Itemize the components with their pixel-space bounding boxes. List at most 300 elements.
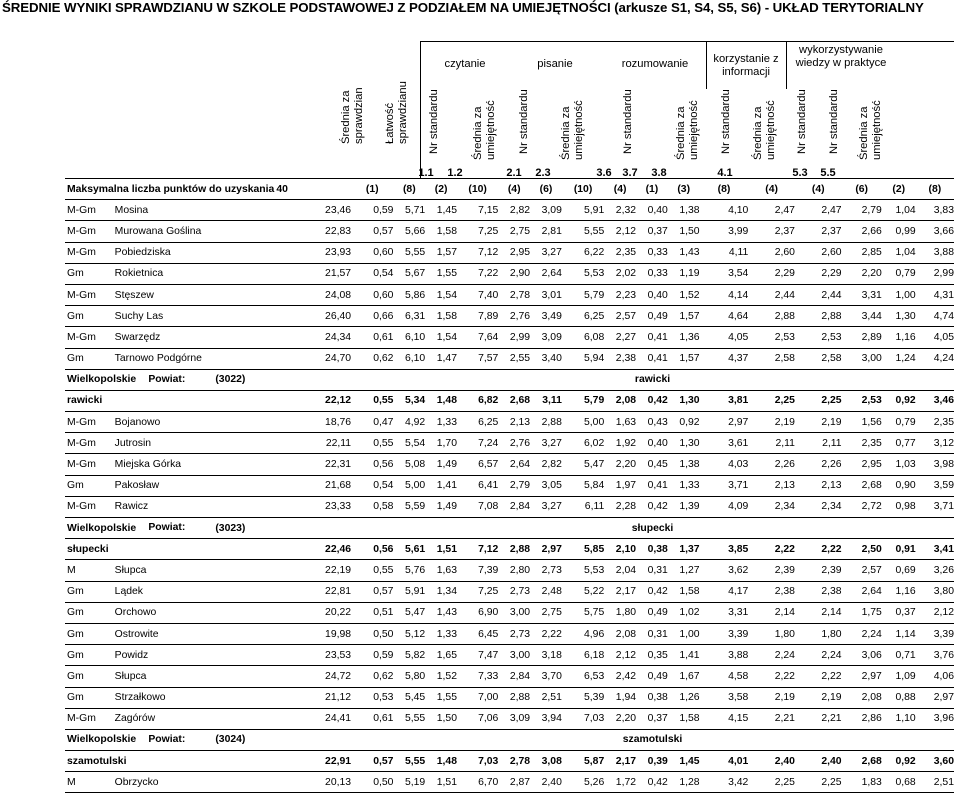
cell-value: 2,42 <box>604 666 636 687</box>
cell-value: 2,80 <box>498 560 530 581</box>
cell-value: 7,00 <box>457 687 498 708</box>
cell-value: 1,09 <box>882 666 916 687</box>
cell-value: 19,98 <box>213 623 351 644</box>
cell-value: 0,61 <box>351 327 393 348</box>
cell-value: 2,27 <box>604 327 636 348</box>
cell-value: 7,25 <box>457 221 498 242</box>
cell-value: 0,62 <box>351 348 393 369</box>
cell-value: 0,56 <box>351 454 393 475</box>
cell-value: 2,97 <box>842 666 882 687</box>
powiat-woj: Wielkopolskie <box>65 518 113 539</box>
cell-value: (8) <box>700 179 749 200</box>
cell-value: 4,01 <box>700 751 749 772</box>
cell-value: 1,00 <box>882 284 916 305</box>
cell-value: 22,19 <box>213 560 351 581</box>
cell-name: Ostrowite <box>113 623 214 644</box>
header-nr-1: Nr standardu <box>428 89 440 154</box>
cell-value: 7,39 <box>457 560 498 581</box>
cell-value: 4,11 <box>700 242 749 263</box>
cell-value: 22,12 <box>213 390 351 411</box>
cell-value: 4,06 <box>916 666 954 687</box>
cell-name: Zagórów <box>113 708 214 729</box>
cell-value: 2,86 <box>842 708 882 729</box>
cell-value: 0,47 <box>351 412 393 433</box>
powiat-count: (3024) <box>215 734 246 746</box>
cell-value: 1,65 <box>425 645 457 666</box>
cell-value: 2,19 <box>795 412 842 433</box>
cell-value: 6,10 <box>393 348 425 369</box>
cell-value: 21,68 <box>213 475 351 496</box>
cell-value: 2,73 <box>498 581 530 602</box>
cell-value: 2,40 <box>795 751 842 772</box>
cell-value: 3,31 <box>700 602 749 623</box>
cell-value: 2,60 <box>748 242 795 263</box>
cell-value: 2,22 <box>795 666 842 687</box>
cell-value: 2,22 <box>530 623 562 644</box>
cell-value: 0,39 <box>636 751 668 772</box>
cell-value: 1,43 <box>668 242 700 263</box>
cell-value: 2,26 <box>795 454 842 475</box>
cell-value: 2,34 <box>795 496 842 517</box>
cell-value: 0,57 <box>351 581 393 602</box>
cell-value: 1,75 <box>842 602 882 623</box>
cell-value: 0,60 <box>351 242 393 263</box>
cell-value: 5,45 <box>393 687 425 708</box>
cell-value: 3,41 <box>916 539 954 560</box>
cell-value: 1,41 <box>425 475 457 496</box>
cell-value: 0,57 <box>351 221 393 242</box>
cell-value: 1,48 <box>425 390 457 411</box>
cell-value: 2,40 <box>748 751 795 772</box>
cell-value: 5,79 <box>562 390 604 411</box>
cell-value: 2,87 <box>498 772 530 793</box>
cell-value: 3,18 <box>530 645 562 666</box>
cell-name <box>113 539 214 560</box>
cell-value: 0,33 <box>636 242 668 263</box>
cell-name: Bojanowo <box>113 412 214 433</box>
cell-value: 0,55 <box>351 560 393 581</box>
table-row <box>65 687 954 708</box>
cell-value: 0,37 <box>636 708 668 729</box>
cell-value: 4,96 <box>562 623 604 644</box>
cell-value: 2,57 <box>842 560 882 581</box>
cell-value: 2,39 <box>795 560 842 581</box>
table-row <box>65 581 954 602</box>
cell-value: 2,79 <box>842 200 882 221</box>
cell-value: 1,41 <box>668 645 700 666</box>
cell-value: 4,74 <box>916 306 954 327</box>
cell-value: 1,33 <box>668 475 700 496</box>
powiat-row <box>65 729 954 750</box>
cell-value: 0,55 <box>351 390 393 411</box>
cell-value: 2,25 <box>795 390 842 411</box>
cell-value: 1,54 <box>425 327 457 348</box>
header-nr-3: Nr standardu <box>622 89 634 154</box>
cell-value: 0,54 <box>351 475 393 496</box>
cell-value: 0,42 <box>636 496 668 517</box>
cell-value: 2,28 <box>604 496 636 517</box>
cell-value: 2,55 <box>498 348 530 369</box>
cell-value: 3,71 <box>916 496 954 517</box>
group-pisanie: pisanie <box>537 58 573 70</box>
cell-value: 3,06 <box>842 645 882 666</box>
cell-value: 6,18 <box>562 645 604 666</box>
cell-value: 1,45 <box>668 751 700 772</box>
cell-value: 2,82 <box>530 454 562 475</box>
cell-value: 3,39 <box>916 623 954 644</box>
cell-value: 2,88 <box>748 306 795 327</box>
cell-value: 2,64 <box>842 581 882 602</box>
cell-value: 5,91 <box>393 581 425 602</box>
cell-value: 2,24 <box>842 623 882 644</box>
cell-value: 5,61 <box>393 539 425 560</box>
cell-value: 2,35 <box>916 412 954 433</box>
cell-value: 4,92 <box>393 412 425 433</box>
cell-value: 2,37 <box>795 221 842 242</box>
cell-type: Gm <box>65 602 113 623</box>
cell-value: 5,55 <box>393 708 425 729</box>
cell-value: 0,99 <box>882 221 916 242</box>
cell-value: 7,64 <box>457 327 498 348</box>
cell-value: 0,41 <box>636 327 668 348</box>
cell-value: 6,82 <box>457 390 498 411</box>
cell-value: 2,22 <box>748 666 795 687</box>
cell-value: 2,60 <box>795 242 842 263</box>
cell-value: 0,61 <box>351 708 393 729</box>
cell-value: 3,59 <box>916 475 954 496</box>
cell-value: 0,69 <box>882 560 916 581</box>
cell-value: 0,59 <box>351 645 393 666</box>
table-row <box>65 666 954 687</box>
cell-value: 3,98 <box>916 454 954 475</box>
cell-value: 0,91 <box>882 539 916 560</box>
cell-value: 2,12 <box>916 602 954 623</box>
cell-value: 2,75 <box>530 602 562 623</box>
cell-value: 0,49 <box>636 602 668 623</box>
powiat-woj: Wielkopolskie <box>65 729 113 750</box>
cell-type: M-Gm <box>65 242 113 263</box>
cell-type: szamotulski <box>65 751 113 772</box>
cell-value: 5,80 <box>393 666 425 687</box>
cell-value: 6,11 <box>562 496 604 517</box>
cell-value: 3,54 <box>700 263 749 284</box>
cell-value: 1,58 <box>668 581 700 602</box>
header-sr-1: Średnia za umiejętność <box>472 100 497 160</box>
cell-value: 2,79 <box>498 475 530 496</box>
cell-value: 1,54 <box>425 284 457 305</box>
cell-value: 3,39 <box>700 623 749 644</box>
header-nr-2: Nr standardu <box>518 89 530 154</box>
cell-value: 0,92 <box>882 751 916 772</box>
cell-value: 0,42 <box>636 772 668 793</box>
cell-value: 22,31 <box>213 454 351 475</box>
cell-value: 2,47 <box>748 200 795 221</box>
cell-value: 2,23 <box>604 284 636 305</box>
cell-value: 3,66 <box>916 221 954 242</box>
cell-value: 1,58 <box>425 221 457 242</box>
cell-value: 1,04 <box>882 200 916 221</box>
cell-value: 3,60 <box>916 751 954 772</box>
cell-value: (4) <box>748 179 795 200</box>
cell-value: 0,71 <box>882 645 916 666</box>
group-korzystanie: korzystanie z informacji <box>713 53 779 78</box>
cell-value: 3,42 <box>700 772 749 793</box>
cell-value: 1,04 <box>882 242 916 263</box>
cell-value: 3,71 <box>700 475 749 496</box>
cell-type: słupecki <box>65 539 113 560</box>
table-row <box>65 454 954 475</box>
cell-value: 3,27 <box>530 242 562 263</box>
cell-value: (8) <box>916 179 954 200</box>
cell-value: 6,08 <box>562 327 604 348</box>
cell-value: 22,81 <box>213 581 351 602</box>
cell-value: 3,94 <box>530 708 562 729</box>
cell-value: 2,40 <box>530 772 562 793</box>
cell-value: 7,89 <box>457 306 498 327</box>
code-3-8: 3.8 <box>651 167 667 179</box>
cell-value: 6,90 <box>457 602 498 623</box>
cell-value: 5,12 <box>393 623 425 644</box>
cell-value: 2,22 <box>795 539 842 560</box>
cell-value: 3,83 <box>916 200 954 221</box>
cell-value: 1,49 <box>425 496 457 517</box>
cell-type: M-Gm <box>65 200 113 221</box>
cell-value: 1,57 <box>668 306 700 327</box>
cell-value: 1,72 <box>604 772 636 793</box>
cell-value: 2,10 <box>604 539 636 560</box>
cell-value: 2,25 <box>748 390 795 411</box>
cell-value: 0,54 <box>351 263 393 284</box>
cell-value: 1,83 <box>842 772 882 793</box>
cell-value: 2,78 <box>498 751 530 772</box>
cell-value: (4) <box>498 179 530 200</box>
cell-value: 4,15 <box>700 708 749 729</box>
cell-value: 3,09 <box>530 327 562 348</box>
table-row <box>65 179 954 200</box>
cell-value: 2,58 <box>748 348 795 369</box>
cell-value: 7,57 <box>457 348 498 369</box>
cell-name: Mosina <box>113 200 214 221</box>
cell-value: 5,71 <box>393 200 425 221</box>
cell-value: 2,24 <box>748 645 795 666</box>
cell-value: (1) <box>636 179 668 200</box>
cell-value: 22,11 <box>213 433 351 454</box>
cell-value: 6,25 <box>457 412 498 433</box>
cell-name <box>113 390 214 411</box>
cell-value: 21,12 <box>213 687 351 708</box>
table-row <box>65 475 954 496</box>
cell-value: 2,66 <box>842 221 882 242</box>
cell-value: 3,40 <box>530 348 562 369</box>
cell-value: 2,88 <box>530 412 562 433</box>
cell-value: 5,76 <box>393 560 425 581</box>
cell-value: (4) <box>795 179 842 200</box>
cell-name: Jutrosin <box>113 433 214 454</box>
cell-value: 7,15 <box>457 200 498 221</box>
table-row <box>65 306 954 327</box>
cell-value: 5,55 <box>393 242 425 263</box>
cell-value: 21,57 <box>213 263 351 284</box>
cell-value: 0,55 <box>351 433 393 454</box>
cell-value: 1,80 <box>795 623 842 644</box>
cell-value: 3,96 <box>916 708 954 729</box>
cell-value: 2,17 <box>604 751 636 772</box>
cell-value: 7,08 <box>457 496 498 517</box>
cell-value: 22,91 <box>213 751 351 772</box>
cell-value: 6,53 <box>562 666 604 687</box>
cell-value: 7,03 <box>562 708 604 729</box>
cell-value: 3,31 <box>842 284 882 305</box>
cell-value: 5,86 <box>393 284 425 305</box>
cell-value: 2,75 <box>498 221 530 242</box>
cell-value: 0,50 <box>351 772 393 793</box>
cell-value: 5,00 <box>393 475 425 496</box>
cell-value: 3,88 <box>700 645 749 666</box>
cell-value: 6,70 <box>457 772 498 793</box>
cell-value: 2,53 <box>842 390 882 411</box>
cell-type: rawicki <box>65 390 113 411</box>
cell-type: Gm <box>65 475 113 496</box>
cell-value: 7,47 <box>457 645 498 666</box>
cell-value: 2,08 <box>842 687 882 708</box>
cell-value: 2,17 <box>604 581 636 602</box>
cell-value: 2,84 <box>498 666 530 687</box>
cell-value: 1,63 <box>604 412 636 433</box>
cell-value: 0,31 <box>636 623 668 644</box>
cell-value: 0,37 <box>636 221 668 242</box>
cell-value: (3) <box>668 179 700 200</box>
cell-value: 3,81 <box>700 390 749 411</box>
cell-type: Gm <box>65 623 113 644</box>
cell-value: (6) <box>842 179 882 200</box>
cell-value: 1,51 <box>425 772 457 793</box>
code-3-6: 3.6 <box>596 167 612 179</box>
cell-value: 5,19 <box>393 772 425 793</box>
cell-value: 2,82 <box>498 200 530 221</box>
code-5-5: 5.5 <box>820 167 836 179</box>
cell-value: 2,11 <box>795 433 842 454</box>
cell-value: 5,54 <box>393 433 425 454</box>
cell-name: Strzałkowo <box>113 687 214 708</box>
cell-value: 7,12 <box>457 539 498 560</box>
cell-value: 0,42 <box>636 581 668 602</box>
cell-value: 24,72 <box>213 666 351 687</box>
powiat-name: szamotulski <box>351 729 954 750</box>
cell-value: 1,30 <box>882 306 916 327</box>
cell-value: 0,53 <box>351 687 393 708</box>
cell-name: Stęszew <box>113 284 214 305</box>
cell-value: 7,22 <box>457 263 498 284</box>
cell-value: 2,19 <box>748 687 795 708</box>
cell-value: 2,32 <box>604 200 636 221</box>
cell-value: 5,47 <box>393 602 425 623</box>
cell-value: 4,17 <box>700 581 749 602</box>
cell-value: 1,49 <box>425 454 457 475</box>
cell-value: 3,99 <box>700 221 749 242</box>
cell-value: 0,38 <box>636 539 668 560</box>
cell-value: 2,29 <box>795 263 842 284</box>
cell-value: 1,52 <box>668 284 700 305</box>
cell-name: Orchowo <box>113 602 214 623</box>
cell-name: Słupca <box>113 666 214 687</box>
cell-value: 7,06 <box>457 708 498 729</box>
cell-value: 5,85 <box>562 539 604 560</box>
powiat-label-text: Powiat: <box>148 522 186 533</box>
cell-name: Słupca <box>113 560 214 581</box>
table-row <box>65 242 954 263</box>
powiat-label <box>148 518 351 539</box>
powiat-label <box>148 729 351 750</box>
cell-value: 7,12 <box>457 242 498 263</box>
cell-type: Gm <box>65 666 113 687</box>
cell-value: 3,80 <box>916 581 954 602</box>
table-row <box>65 284 954 305</box>
cell-value: 0,92 <box>668 412 700 433</box>
cell-value: 2,47 <box>795 200 842 221</box>
cell-value: 1,58 <box>668 708 700 729</box>
cell-value: 2,38 <box>795 581 842 602</box>
powiat-count: (3023) <box>215 522 246 534</box>
cell-value: 1,57 <box>668 348 700 369</box>
cell-value: 1,80 <box>748 623 795 644</box>
cell-value: 1,33 <box>425 623 457 644</box>
cell-value: 1,30 <box>668 390 700 411</box>
cell-value: 2,44 <box>795 284 842 305</box>
cell-type: M-Gm <box>65 284 113 305</box>
cell-value: 0,77 <box>882 433 916 454</box>
cell-value: 3,01 <box>530 284 562 305</box>
cell-value: 1,36 <box>668 327 700 348</box>
cell-value: 1,00 <box>668 623 700 644</box>
group-rozumowanie: rozumowanie <box>621 58 689 70</box>
cell-value: 0,60 <box>351 284 393 305</box>
cell-value: 0,90 <box>882 475 916 496</box>
cell-value: 5,94 <box>562 348 604 369</box>
cell-value: 1,30 <box>668 433 700 454</box>
cell-value: 1,26 <box>668 687 700 708</box>
cell-value: 4,31 <box>916 284 954 305</box>
cell-name: Miejska Górka <box>113 454 214 475</box>
cell-value: 23,46 <box>213 200 351 221</box>
cell-name: Murowana Goślina <box>113 221 214 242</box>
cell-value: 1,37 <box>668 539 700 560</box>
cell-value: 2,81 <box>530 221 562 242</box>
cell-value: 2,38 <box>748 581 795 602</box>
cell-value: 24,70 <box>213 348 351 369</box>
cell-value: 5,79 <box>562 284 604 305</box>
cell-value: 0,37 <box>882 602 916 623</box>
cell-value: 5,55 <box>393 751 425 772</box>
group-czytanie: czytanie <box>444 58 486 70</box>
cell-value: 1,50 <box>668 221 700 242</box>
table-row <box>65 623 954 644</box>
cell-value: 2,97 <box>700 412 749 433</box>
cell-name: Lądek <box>113 581 214 602</box>
cell-value: 2,25 <box>795 772 842 793</box>
cell-value: 1,50 <box>425 708 457 729</box>
cell-value: (10) <box>562 179 604 200</box>
cell-value: 0,35 <box>636 645 668 666</box>
cell-value: 1,63 <box>425 560 457 581</box>
cell-value: 3,11 <box>530 390 562 411</box>
cell-value: 0,51 <box>351 602 393 623</box>
cell-value: 1,14 <box>882 623 916 644</box>
cell-name: Obrzycko <box>113 772 214 793</box>
cell-value: 2,22 <box>748 539 795 560</box>
cell-value: 1,45 <box>425 200 457 221</box>
cell-value: 1,10 <box>882 708 916 729</box>
powiat-row <box>65 518 954 539</box>
